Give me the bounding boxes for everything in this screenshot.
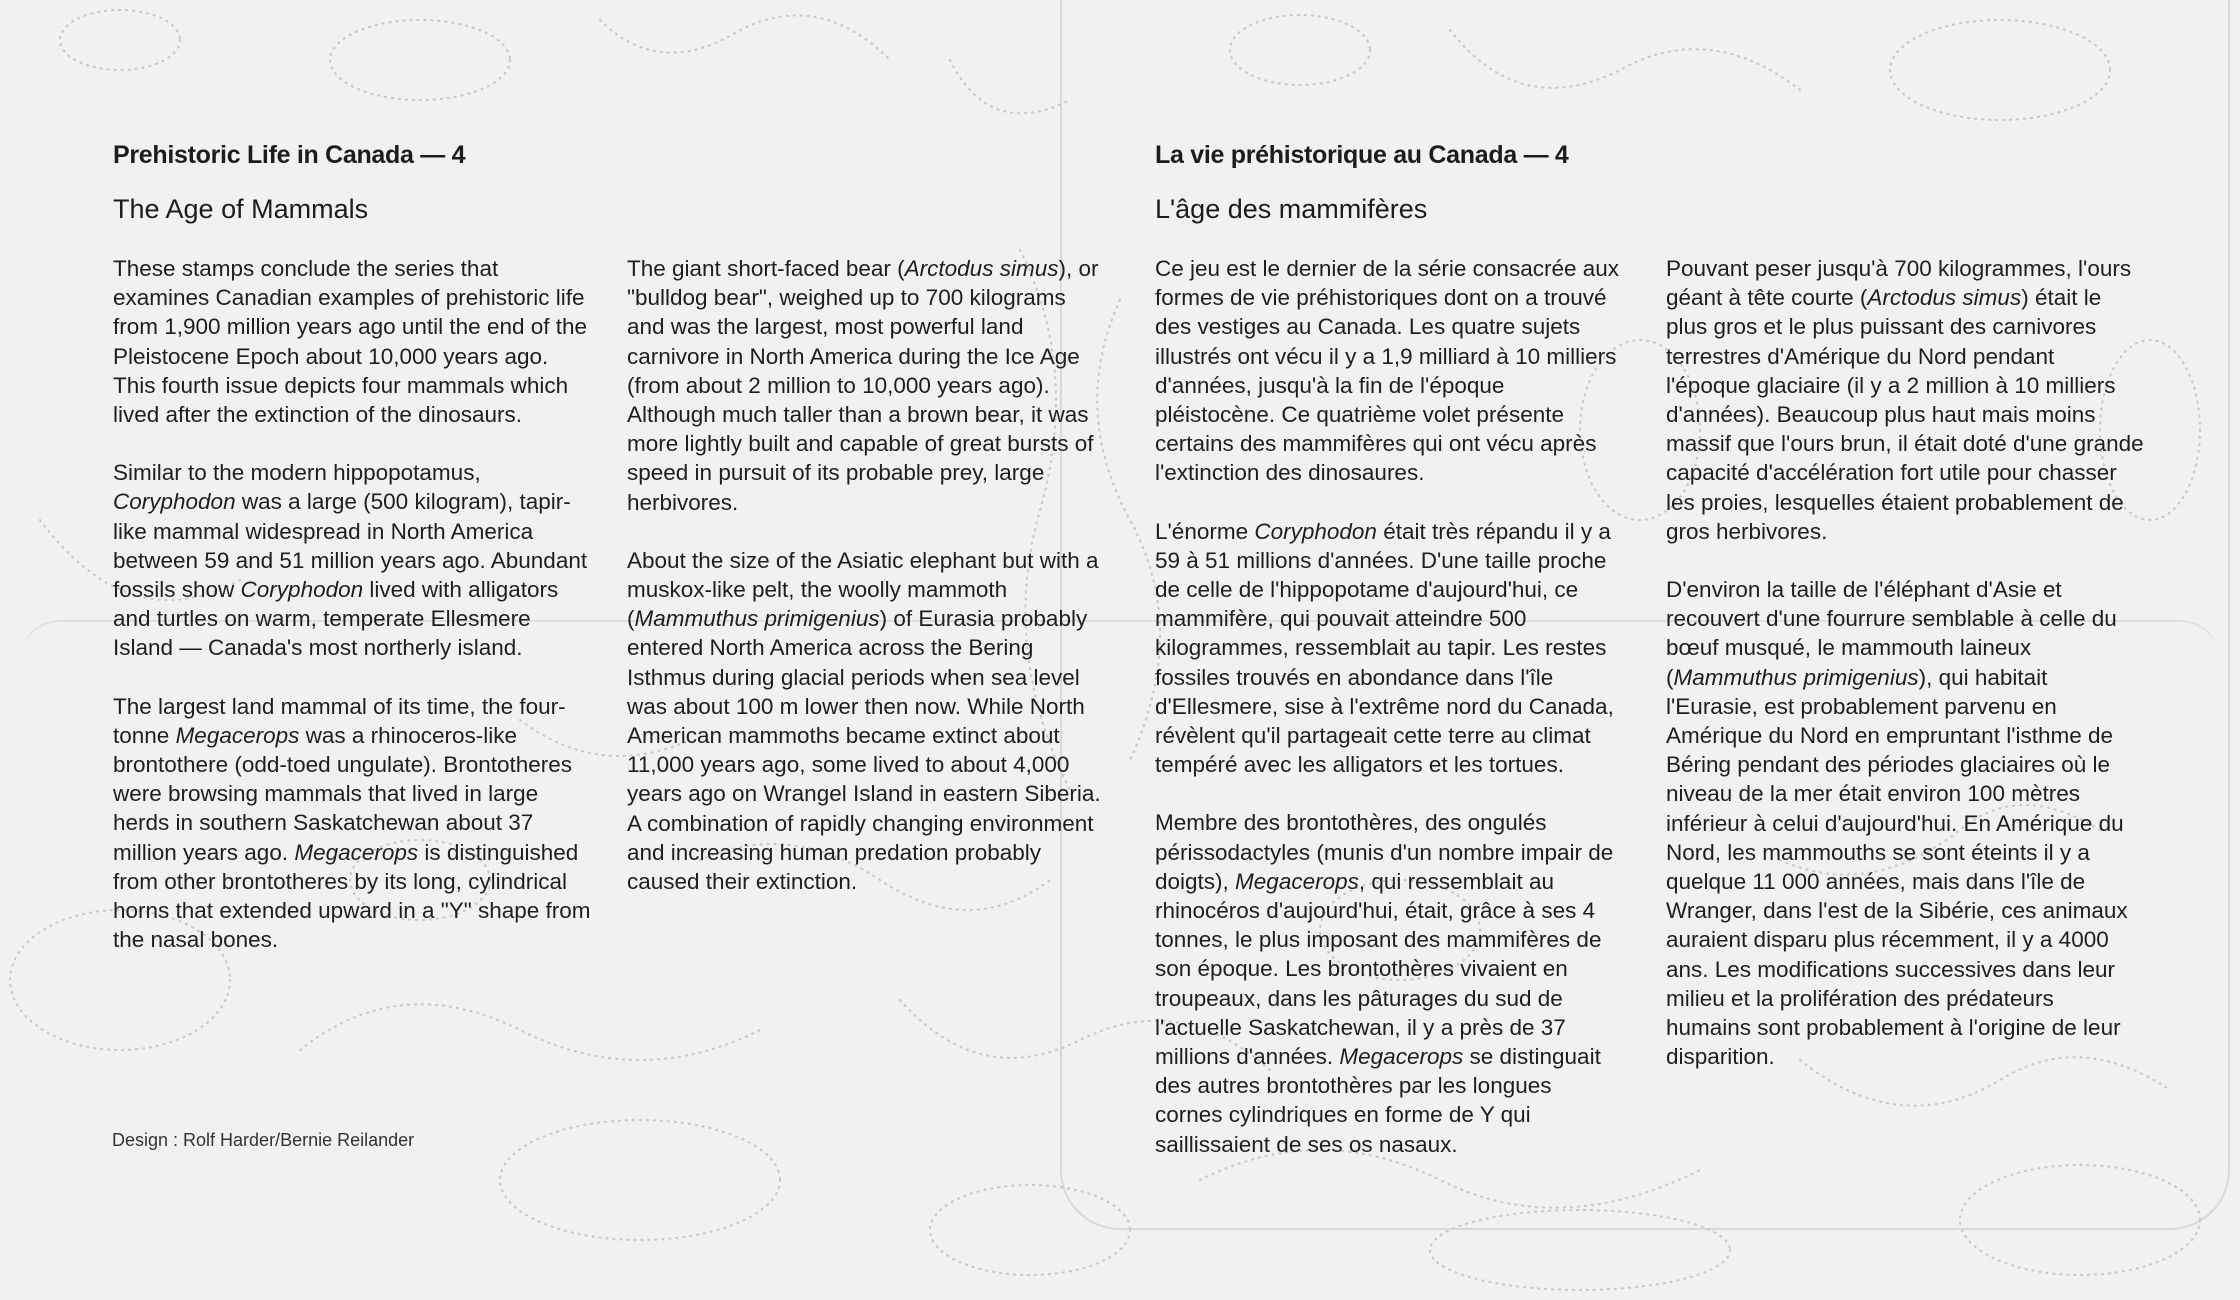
french-subtitle: L'âge des mammifères xyxy=(1155,194,1428,224)
french-paragraph xyxy=(1666,254,2144,546)
paragraph-text: ) of Eurasia probably entered North America across the Bering Isthmus during glacial periods when sea level was about 100 m lower then now. While North American mammoths became extinct about 11,000 years ago, some lived to about 4,000 years ago on Wrangel Island in eastern Siberia. A combination of rapidly changing environment and increasing human predation probably caused their extinction. xyxy=(627,606,1101,895)
species-name: Megacerops xyxy=(294,839,419,865)
french-paragraph xyxy=(1155,808,1625,1158)
paragraph-text: Pouvant peser jusqu'à 700 kilogrammes, l'ours géant à tête courte ( xyxy=(1666,256,2132,311)
species-name: Megacerops xyxy=(175,722,300,748)
paragraph-text: About the size of the Asiatic elephant but with a muskox-like pelt, the woolly mammoth ( xyxy=(627,547,1099,632)
english-paragraph xyxy=(113,692,593,955)
english-title: Prehistoric Life in Canada — 4 xyxy=(113,141,466,169)
english-paragraph xyxy=(113,254,593,429)
paragraph-text: The largest land mammal of its time, the four-tonne xyxy=(113,693,566,748)
species-name: Arctodus simus xyxy=(1867,285,2022,311)
paragraph-text: Ce jeu est le dernier de la série consacrée aux formes de vie préhistoriques dont on a trouvé des vestiges au Canada. Les quatre sujets illustrés ont vécu il y a 1,9 milliard à 10 milliers d'années, jusqu'à la fin de l'époque pléistocène. Ce quatrième volet présente certains des mammifères qui ont vécu après l'extinction des dinosaures. xyxy=(1155,256,1620,486)
species-name: Megacerops xyxy=(1235,868,1359,894)
french-title: La vie préhistorique au Canada — 4 xyxy=(1155,141,1569,169)
french-paragraph xyxy=(1155,517,1625,780)
design-credit: Design : Rolf Harder/Bernie Reilander xyxy=(112,1130,415,1150)
species-name: Mammuthus primigenius xyxy=(634,606,880,632)
paragraph-text: ), or "bulldog bear", weighed up to 700 kilograms and was the largest, most powerful land carnivore in North America during the Ice Age (from about 2 million to 10,000 years ago). Although much taller than a brown bear, it was more lightly built and capable of great bursts of speed in pursuit of its probable prey, large herbivores. xyxy=(627,256,1099,515)
paragraph-text: L'énorme xyxy=(1155,518,1255,544)
english-column-2 xyxy=(627,254,1107,925)
paragraph-text: These stamps conclude the series that examines Canadian examples of prehistoric life from 1,900 million years ago until the end of the Pleistocene Epoch about 10,000 years ago. This fourth issue depicts four mammals which lived after the extinction of the dinosaurs. xyxy=(113,256,588,428)
french-paragraph xyxy=(1155,254,1625,488)
paragraph-text: Membre des brontothères, des ongulés périssodactyles (munis d'un nombre impair de doigts), xyxy=(1155,810,1614,894)
paragraph-text: se distinguait des autres brontothères par les longues cornes cylindriques en forme de Y qui saillissaient de ses os nasaux. xyxy=(1155,1044,1601,1157)
french-paragraph xyxy=(1666,575,2144,1071)
species-name: Arctodus simus xyxy=(904,256,1059,281)
paragraph-text: lived with alligators and turtles on warm, temperate Ellesmere Island — Canada's most northerly island. xyxy=(113,577,559,661)
paragraph-text: was a large (500 kilogram), tapir-like mammal widespread in North America between 59 and 51 million years ago. Abundant fossils show xyxy=(113,489,588,603)
paragraph-text: Similar to the modern hippopotamus, xyxy=(113,460,481,486)
paragraph-text: was a rhinoceros-like brontothere (odd-toed ungulate). Brontotheres were browsing mammals that lived in large herds in southern Saskatchewan about 37 million years ago. xyxy=(113,722,573,865)
english-paragraph xyxy=(627,254,1107,517)
paragraph-text: était très répandu il y a 59 à 51 millions d'années. D'une taille proche de celle de l'hippopotame d'aujourd'hui, ce mammifère, qui pouvait atteindre 500 kilogrammes, ressemblait au tapir. Les restes fossiles trouvés en abondance dans l'île d'Ellesmere, sise à l'extrême nord du Canada, révèlent qu'il partageait cette terre au climat tempéré avec les alligators et les tortues. xyxy=(1155,518,1614,778)
species-name: Coryphodon xyxy=(240,577,364,603)
french-column-2 xyxy=(1666,254,2144,1100)
english-paragraph xyxy=(627,546,1107,896)
species-name: Megacerops xyxy=(1339,1044,1464,1070)
species-name: Coryphodon xyxy=(1254,518,1377,544)
paragraph-text: , qui ressemblait au rhinocéros d'aujourd'hui, était, grâce à ses 4 tonnes, le plus imposant des mammifères de son époque. Les brontothères vivaient en troupeaux, dans les pâturages du sud de l'actuelle Saskatchewan, il y a près de 37 millions d'années. xyxy=(1155,868,1602,1070)
species-name: Mammuthus primigenius xyxy=(1673,664,1919,690)
paragraph-text: The giant short-faced bear ( xyxy=(627,256,905,281)
french-column-1 xyxy=(1155,254,1625,1188)
species-name: Coryphodon xyxy=(113,489,236,515)
paragraph-text: ) était le plus gros et le plus puissant des carnivores terrestres d'Amérique du Nord pendant l'époque glaciaire (il y a 2 million à 10 milliers d'années). Beaucoup plus haut mais moins massif que l'ours brun, il était doté d'une grande capacité d'accélération fort utile pour chasser les proies, lesquelles étaient probablement de gros herbivores. xyxy=(1666,285,2144,544)
english-column-1 xyxy=(113,254,593,983)
english-subtitle: The Age of Mammals xyxy=(113,194,369,224)
paragraph-text: is distinguished from other brontotheres by its long, cylindrical horns that extended upward in a "Y" shape from the nasal bones. xyxy=(113,839,591,953)
english-paragraph xyxy=(113,458,593,662)
paragraph-text: ), qui habitait l'Eurasie, est probablement parvenu en Amérique du Nord en empruntant l'isthme de Béring pendant des périodes glaciaires où le niveau de la mer était environ 100 mètres inférieur à celui d'aujourd'hui. En Amérique du Nord, les mammouths se sont éteints il y a quelque 11 000 années, mais dans l'île de Wranger, dans l'est de la Sibérie, ces animaux auraient disparu plus récemment, il y a 4000 ans. Les modifications successives dans leur milieu et la prolifération des prédateurs humains sont probablement à l'origine de leur disparition. xyxy=(1666,664,2128,1070)
paragraph-text: D'environ la taille de l'éléphant d'Asie et recouvert d'une fourrure semblable à celle du bœuf musqué, le mammouth laineux ( xyxy=(1666,577,2117,690)
